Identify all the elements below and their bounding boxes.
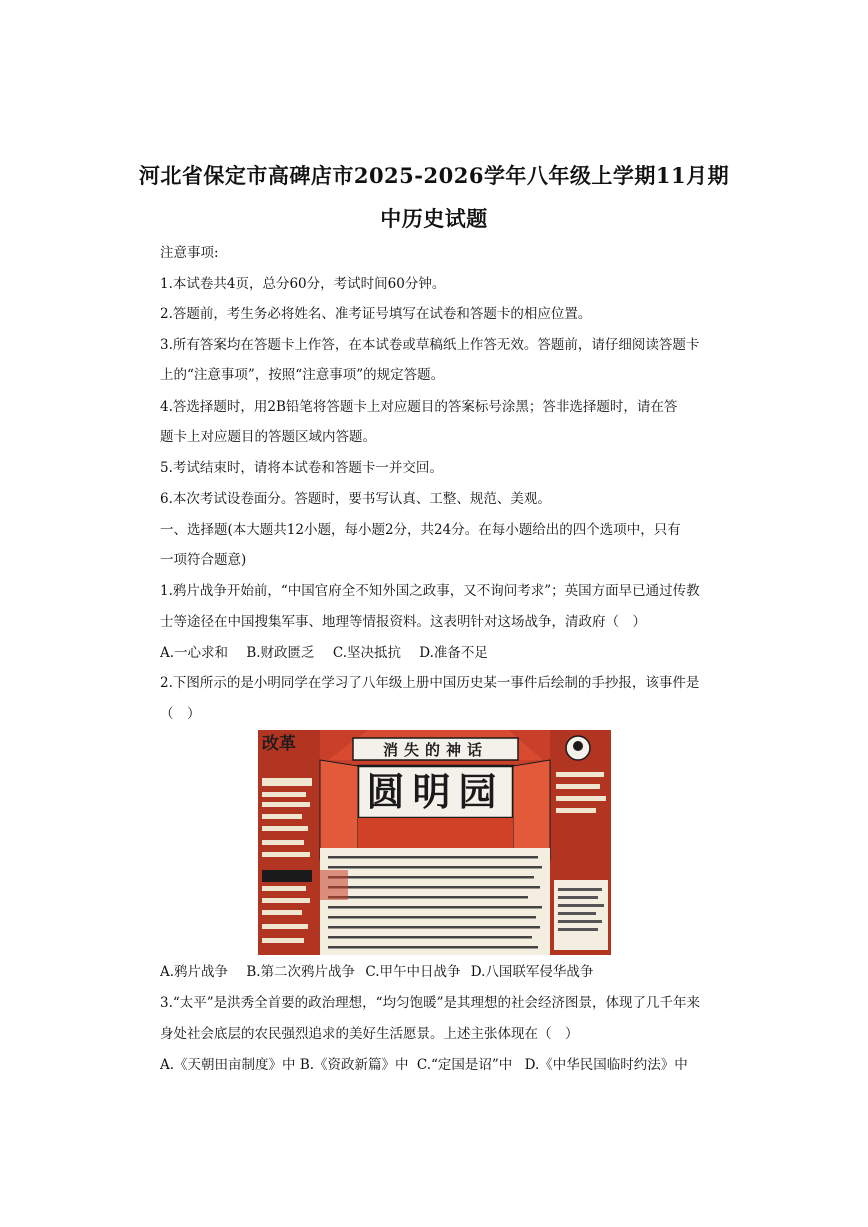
question-1-stem: 1.鸦片战争开始前，“中国官府全不知外国之政事，又不询问考求”；英国方面早已通过传教 xyxy=(160,583,700,599)
note-item: 5.考试结束时，请将本试卷和答题卡一并交回。 xyxy=(160,460,443,476)
option-a: A.《天朝田亩制度》中 xyxy=(160,1057,296,1073)
section-heading-cont: 一项符合题意) xyxy=(160,552,247,568)
option-c: C.坚决抵抗 xyxy=(332,645,401,661)
option-b: B.第二次鸦片战争 xyxy=(246,964,356,980)
document-title-line2: 中历史试题 xyxy=(380,206,488,231)
question-3-options xyxy=(160,1056,688,1074)
side-heading-left: 改革 xyxy=(262,734,296,754)
notes-heading: 注意事项: xyxy=(160,245,219,261)
note-item: 1.本试卷共4页，总分60分，考试时间60分钟。 xyxy=(160,276,446,292)
question-2-stem-cont: （ ） xyxy=(160,706,201,722)
banner-big-heading: 圆明园 xyxy=(366,769,505,814)
option-c: C.甲午中日战争 xyxy=(365,964,461,980)
banner-small-heading: 消失的神话 xyxy=(382,741,488,759)
handwritten-newspaper-figure xyxy=(258,730,611,955)
note-item: 6.本次考试设卷面分。答题时，要书写认真、工整、规范、美观。 xyxy=(160,491,551,507)
question-3-stem: 3.“太平”是洪秀全首要的政治理想，“均匀饱暖”是其理想的社会经济图景，体现了几千年来 xyxy=(160,995,700,1011)
question-1-options xyxy=(160,644,488,662)
document-title-line1: 河北省保定市高碑店市2025-2026学年八年级上学期11月期 xyxy=(138,163,730,188)
question-3-stem-cont: 身处社会底层的农民强烈追求的美好生活愿景。上述主张体现在（ ） xyxy=(160,1026,579,1042)
option-b: B.《资政新篇》中 xyxy=(299,1057,409,1073)
option-b: B.财政匮乏 xyxy=(246,645,315,661)
note-item: 4.答选择题时，用2B铅笔将答题卡上对应题目的答案标号涂黑；答非选择题时，请在答 xyxy=(160,399,678,415)
option-a: A.一心求和 xyxy=(160,645,229,661)
newspaper-illustration xyxy=(258,730,611,955)
note-item: 3.所有答案均在答题卡上作答，在本试卷或草稿纸上作答无效。答题前，请仔细阅读答题卡 xyxy=(160,337,700,353)
option-d: D.准备不足 xyxy=(419,645,488,661)
option-a: A.鸦片战争 xyxy=(160,964,229,980)
question-1-stem-cont: 士等途径在中国搜集军事、地理等情报资料。这表明针对这场战争，清政府（ ） xyxy=(160,614,646,630)
option-c: C.“定国是诏”中 xyxy=(416,1057,513,1073)
option-d: D.八国联军侵华战争 xyxy=(470,964,594,980)
question-2-stem: 2.下图所示的是小明同学在学习了八年级上册中国历史某一事件后绘制的手抄报，该事件是 xyxy=(160,675,700,691)
option-d: D.《中华民国临时约法》中 xyxy=(524,1057,688,1073)
section-heading: 一、选择题(本大题共12小题，每小题2分，共24分。在每小题给出的四个选项中，只有 xyxy=(160,522,681,538)
note-item: 题卡上对应题目的答题区域内答题。 xyxy=(160,429,376,445)
note-item: 2.答题前，考生务必将姓名、准考证号填写在试卷和答题卡的相应位置。 xyxy=(160,306,592,322)
question-2-options xyxy=(160,963,593,981)
note-item: 上的“注意事项”，按照“注意事项”的规定答题。 xyxy=(160,367,445,383)
